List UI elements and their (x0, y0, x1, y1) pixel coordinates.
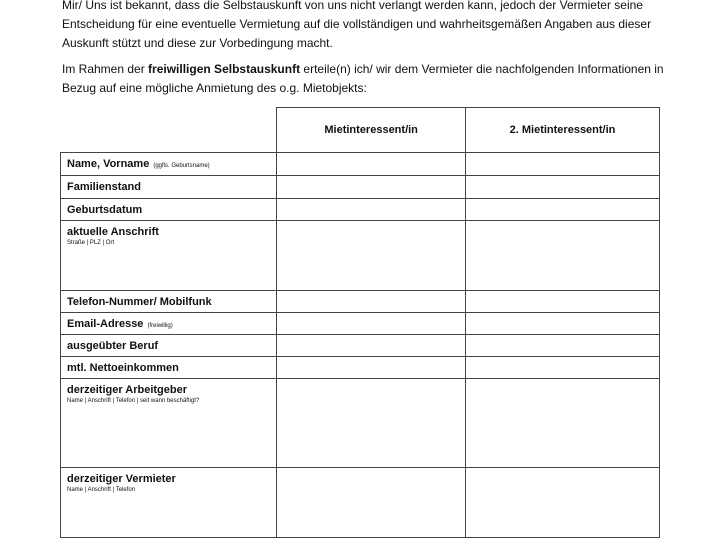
row-label-wrap (67, 468, 276, 495)
row-label-wrap (67, 153, 276, 171)
row-label: derzeitiger Arbeitgeber (67, 384, 188, 396)
second-tenant-input-cell[interactable] (466, 291, 660, 313)
row-label-cell (61, 221, 277, 291)
intro-paragraph-1: Mir/ Uns ist bekannt, dass die Selbstauskunft von uns nicht verlangt werden kann, jedoch der Vermieter seine Entscheidung für eine eventuelle Vermietung auf die vollständigen und wahrheitsgemäßen Angaben aus dieser Auskunft stützt und diese zur Vorbedingung macht. (62, 0, 652, 50)
self-disclosure-table (60, 107, 660, 538)
table-row (61, 468, 660, 538)
row-hint: Name | Anschrift | Telefon | seit wann beschäftigt? (67, 398, 200, 404)
intro-text-end: erteile(n) ich/ wir dem Vermieter die nachfolgenden Informationen in Bezug auf eine mögliche Anmietung des o.g. Mietobjekts: (62, 62, 664, 95)
table-row (61, 199, 660, 221)
row-label-cell (61, 199, 277, 221)
header-first-tenant: Mietinteressent/in (277, 108, 466, 153)
first-tenant-input-cell[interactable] (277, 153, 466, 176)
second-tenant-input-cell[interactable] (466, 176, 660, 199)
row-label-wrap (67, 357, 276, 375)
row-label-cell (61, 153, 277, 176)
row-label-cell (61, 468, 277, 538)
row-label-wrap (67, 313, 276, 331)
first-tenant-input-cell[interactable] (277, 291, 466, 313)
row-label: aktuelle Anschrift (67, 226, 159, 238)
row-label-cell (61, 291, 277, 313)
second-tenant-input-cell[interactable] (466, 313, 660, 335)
table-row (61, 357, 660, 379)
row-label: derzeitiger Vermieter (67, 473, 176, 485)
intro-text-start: Im Rahmen der (62, 62, 149, 76)
row-label-cell (61, 379, 277, 468)
second-tenant-input-cell[interactable] (466, 468, 660, 538)
second-tenant-input-cell[interactable] (466, 335, 660, 357)
row-label-cell (61, 357, 277, 379)
second-tenant-input-cell[interactable] (466, 221, 660, 291)
row-inline-hint: (freiwillig) (147, 323, 173, 329)
row-label: Name, Vorname (67, 158, 150, 170)
table-row (61, 176, 660, 199)
row-label-wrap (67, 379, 276, 406)
row-label-cell (61, 176, 277, 199)
table-row (61, 335, 660, 357)
table-row (61, 379, 660, 468)
intro-bold-term: freiwilligen Selbstauskunft (148, 62, 301, 76)
row-label-wrap (67, 176, 276, 194)
first-tenant-input-cell[interactable] (277, 313, 466, 335)
row-label-wrap (67, 199, 276, 217)
row-label: ausgeübter Beruf (67, 340, 159, 352)
first-tenant-input-cell[interactable] (277, 357, 466, 379)
row-label: Email-Adresse (67, 318, 144, 330)
first-tenant-input-cell[interactable] (277, 335, 466, 357)
first-tenant-input-cell[interactable] (277, 199, 466, 221)
second-tenant-input-cell[interactable] (466, 153, 660, 176)
row-label-cell (61, 335, 277, 357)
first-tenant-input-cell[interactable] (277, 176, 466, 199)
row-label: mtl. Nettoeinkommen (67, 362, 179, 374)
row-label: Geburtsdatum (67, 204, 143, 216)
first-tenant-input-cell[interactable] (277, 468, 466, 538)
header-empty-cell (61, 108, 277, 153)
row-label-wrap (67, 221, 276, 248)
first-tenant-input-cell[interactable] (277, 221, 466, 291)
row-label-wrap (67, 291, 276, 309)
table-row (61, 291, 660, 313)
row-hint: Straße | PLZ | Ort (67, 240, 115, 246)
second-tenant-input-cell[interactable] (466, 199, 660, 221)
second-tenant-input-cell[interactable] (466, 379, 660, 468)
first-tenant-input-cell[interactable] (277, 379, 466, 468)
row-label: Telefon-Nummer/ Mobilfunk (67, 296, 212, 308)
intro-paragraph-2 (62, 60, 682, 98)
table-row (61, 313, 660, 335)
row-label-wrap (67, 335, 276, 353)
table-row (61, 221, 660, 291)
row-label-cell (61, 313, 277, 335)
row-label: Familienstand (67, 181, 141, 193)
second-tenant-input-cell[interactable] (466, 357, 660, 379)
row-hint: Name | Anschrift | Telefon (67, 487, 136, 493)
table-row (61, 153, 660, 176)
row-inline-hint: (ggfls. Geburtsname) (153, 163, 210, 169)
header-second-tenant: 2. Mietinteressent/in (466, 108, 660, 153)
